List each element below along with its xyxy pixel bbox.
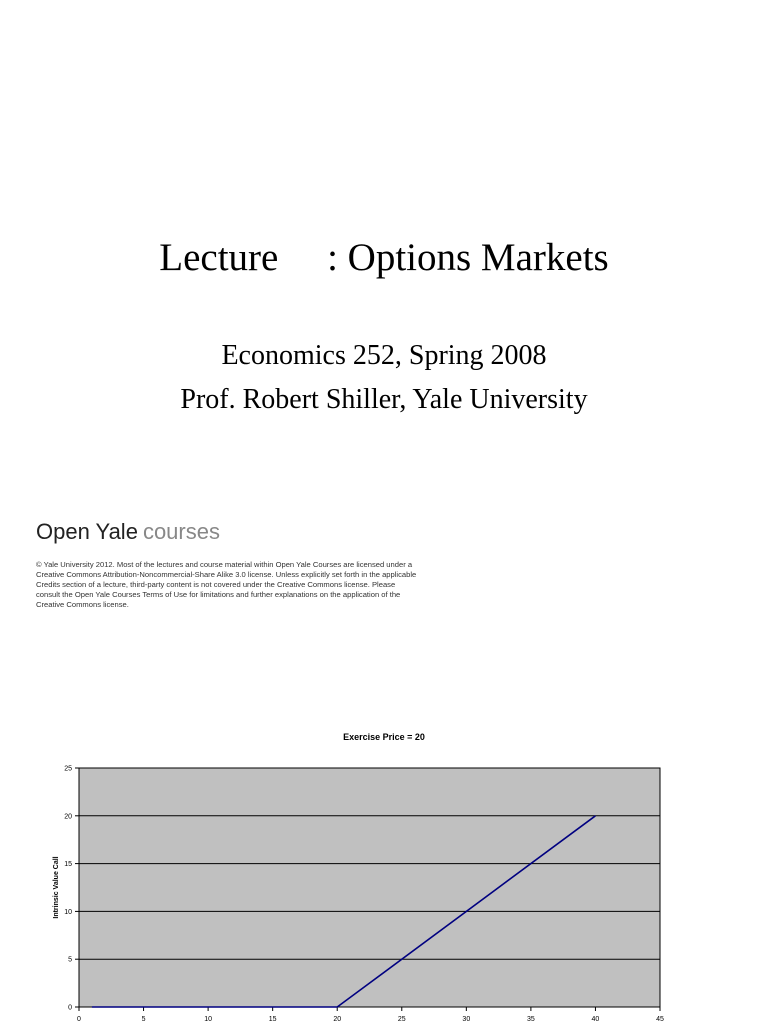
chart-slide xyxy=(0,660,768,1024)
x-tick-label: 35 xyxy=(526,1016,535,1023)
license-text: © Yale University 2012. Most of the lectures and course material within Open Yale Courses are licensed under a Creative Commons Attribution-Noncommercial-Share Alike 3.0 license. Unless explicitly set forth in the applicable Credits section of a lecture, third-party content is not covered under the Creative Commons license. Please consult the Open Yale Courses Terms of Use for limitations and further explanations on the application of the Creative Commons license. xyxy=(36,560,417,609)
x-tick-label: 5 xyxy=(141,1016,146,1023)
plot-area xyxy=(79,768,660,1007)
course-name: Economics 252, Spring 2008 xyxy=(221,340,547,371)
x-tick-label: 45 xyxy=(656,1016,664,1023)
x-tick-label: 30 xyxy=(462,1016,471,1023)
slide-title: Lecture : Options Markets xyxy=(159,236,609,279)
y-tick-label: 5 xyxy=(68,956,72,964)
chart-title: Exercise Price = 20 xyxy=(343,732,425,742)
x-tick-label: 40 xyxy=(591,1016,600,1023)
y-tick-label: 0 xyxy=(68,1004,72,1012)
professor-name: Prof. Robert Shiller, Yale University xyxy=(180,384,588,415)
y-tick-label: 20 xyxy=(64,813,72,821)
x-tick-label: 10 xyxy=(204,1016,213,1023)
logo-suffix: courses xyxy=(142,519,220,544)
x-tick-label: 20 xyxy=(333,1016,342,1023)
x-tick-label: 0 xyxy=(77,1016,81,1023)
open-yale-logo xyxy=(36,518,220,546)
y-tick-label: 25 xyxy=(64,765,72,773)
x-tick-label: 15 xyxy=(268,1016,277,1023)
y-tick-label: 10 xyxy=(64,908,72,916)
x-tick-label: 25 xyxy=(397,1016,406,1023)
payoff-chart xyxy=(0,660,768,1024)
y-axis-label: Intrinsic Value Call xyxy=(53,856,60,919)
y-tick-label: 15 xyxy=(64,861,72,869)
logo-brand: Open Yale xyxy=(36,519,138,544)
